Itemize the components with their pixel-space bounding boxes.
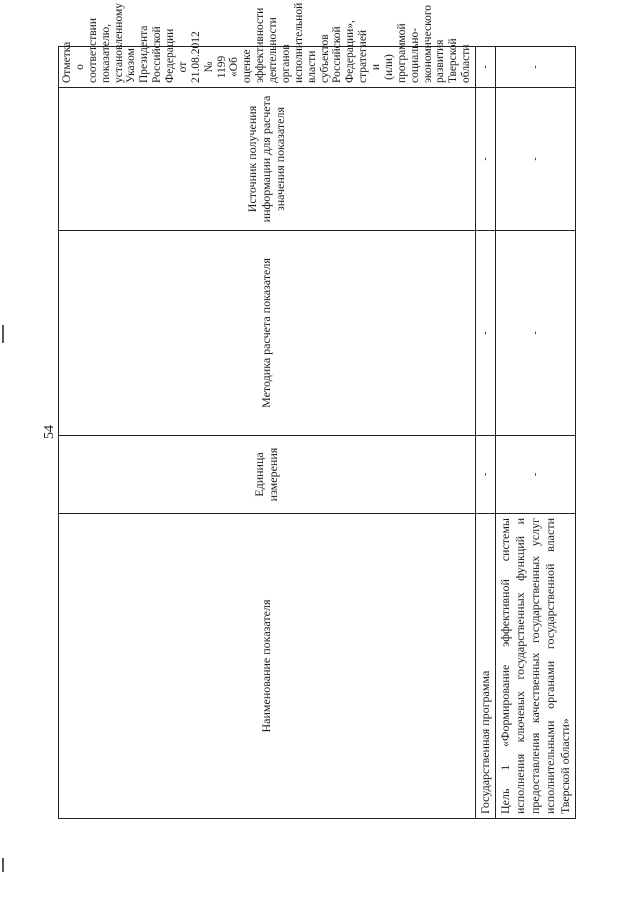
row-state-program-method: -: [476, 231, 496, 436]
indicators-table: [58, 2, 576, 819]
row-goal-1-unit: -: [496, 436, 576, 514]
table-row: [496, 47, 576, 819]
row-state-program-name: Государственная программа: [476, 514, 496, 819]
header-unit: Единица измерения: [59, 436, 476, 514]
row-state-program-unit: -: [476, 436, 496, 514]
scan-mark-left-bottom: [2, 858, 4, 872]
row-goal-1-method: -: [496, 231, 576, 436]
header-compliance-mark: Отметка о соответствии показателю, установленному Указом Президента Российской Федерации от 21.08.2012 № 1199 «Об оценке эффективности деятельности органов исполнительной власти субъектов Российской Федерации», стратегией и (или) программой социально-экономического развития Тверской области: [59, 47, 476, 88]
page-number: 54: [42, 425, 57, 439]
header-source: Источник получения информации для расчета значения показателя: [59, 88, 476, 231]
row-goal-1-source: -: [496, 88, 576, 231]
scan-mark-left-edge: [2, 325, 4, 343]
rotated-table-container: [58, 2, 572, 819]
table-header-row: [59, 47, 476, 819]
row-state-program-source: -: [476, 88, 496, 231]
header-indicator-name: Наименование показателя: [59, 514, 476, 819]
row-goal-1-mark: -: [496, 47, 576, 88]
row-goal-1-name: Цель 1 «Формирование эффективной системы исполнения ключевых государственных функций и предоставления качественных государственных услуг исполнительными органами государственной власти Тверской области»: [496, 514, 576, 819]
table-row: [476, 47, 496, 819]
header-method: Методика расчета показателя: [59, 231, 476, 436]
row-state-program-mark: -: [476, 47, 496, 88]
